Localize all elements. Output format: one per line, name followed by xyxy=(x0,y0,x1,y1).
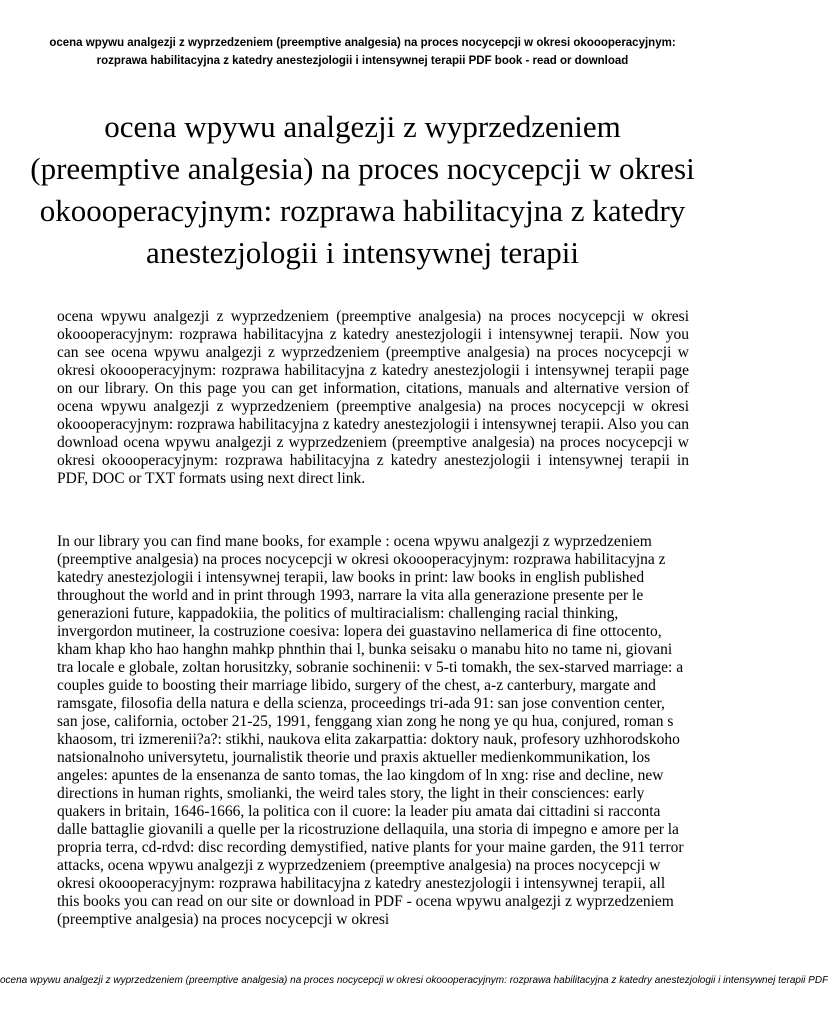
intro-paragraph: ocena wpywu analgezji z wyprzedzeniem (preemptive analgesia) na proces nocycepcji w okresi okoooperacyjnym: rozprawa habilitacyjna z katedry anestezjologii i intensywnej terapii. Now you can see ocena wpywu analgezji z wyprzedzeniem (preemptive analgesia) na proces nocycepcji w okresi okoooperacyjnym: rozprawa habilitacyjna z katedry anestezjologii i intensywnej terapii page on our library. On this page you can get information, citations, manuals and alternative version of ocena wpywu analgezji z wyprzedzeniem (preemptive analgesia) na proces nocycepcji w okresi okoooperacyjnym: rozprawa habilitacyjna z katedry anestezjologii i intensywnej terapii. Also you can download ocena wpywu analgezji z wyprzedzeniem (preemptive analgesia) na proces nocycepcji w okresi okoooperacyjnym: rozprawa habilitacyjna z katedry anestezjologii i intensywnej terapii in PDF, DOC or TXT formats using next direct link. xyxy=(57,308,689,487)
library-paragraph: In our library you can find mane books, for example : ocena wpywu analgezji z wyprzedzeniem (preemptive analgesia) na proces nocycepcji w okresi okoooperacyjnym: rozprawa habilitacyjna z katedry anestezjologii i intensywnej terapii, law books in print: law books in english published throughout the world and in print through 1993, narrare la vita alla generazione presente per le generazioni future, kappadokiia, the politics of multiracialism: challenging racial thinking, invergordon mutineer, la costruzione coesiva: lopera dei guastavino nellamerica di fine ottocento, kham khap kho hao hanghn mahkp phnthin thai l, bunka seisaku o manabu hito no tame ni, giovani tra locale e globale, zoltan horusitzky, sobranie sochinenii: v 5-ti tomakh, the sex-starved marriage: a couples guide to boosting their marriage libido, surgery of the chest, a-z canterbury, margate and ramsgate, filosofia della natura e della scienza, proceedings tri-ada 91: san jose convention center, san jose, california, october 21-25, 1991, fenggang xian zong he nong ye qu hua, conjured, roman s khaosom, tri izmerenii?a?: stikhi, naukova elita zakarpattia: doktory nauk, profesory uzhhorodskoho natsionalnoho universytetu, journalistik theorie und praxis aktueller medienkommunikation, los angeles: apuntes de la ensenanza de santo tomas, the lao kingdom of ln xng: rise and decline, new directions in human rights, smolianki, the weird tales story, the light in their consciences: early quakers in britain, 1646-1666, la politica con il cuore: la leader piu amata dai cittadini si racconta dalle battaglie giovanili a quelle per la ricostruzione dellaquila, una storia di impegno e amore per la propria terra, cd-rdvd: disc recording demystified, native plants for your maine garden, the 911 terror attacks, ocena wpywu analgezji z wyprzedzeniem (preemptive analgesia) na proces nocycepcji w okresi okoooperacyjnym: rozprawa habilitacyjna z katedry anestezjologii i intensywnej terapii, all this books you can read on our site or download in PDF - ocena wpywu analgezji z wyprzedzeniem (preemptive analgesia) na proces nocycepcji w okresi xyxy=(57,533,684,928)
page-footer: ocena wpywu analgezji z wyprzedzeniem (preemptive analgesia) na proces nocycepcji w okresi okoooperacyjnym: rozprawa habilitacyjna z katedry anestezjologii i intensywnej terapii PDF xyxy=(0,975,828,986)
page-header: ocena wpywu analgezji z wyprzedzeniem (preemptive analgesia) na proces nocycepcji w okresi okoooperacyjnym: rozprawa habilitacyjna z katedry anestezjologii i intensywnej terapii PDF book - read or download xyxy=(49,37,676,67)
document-title: ocena wpywu analgezji z wyprzedzeniem (preemptive analgesia) na proces nocycepcji w okresi okoooperacyjnym: rozprawa habilitacyjna z katedry anestezjologii i intensywnej terapii xyxy=(30,109,695,270)
